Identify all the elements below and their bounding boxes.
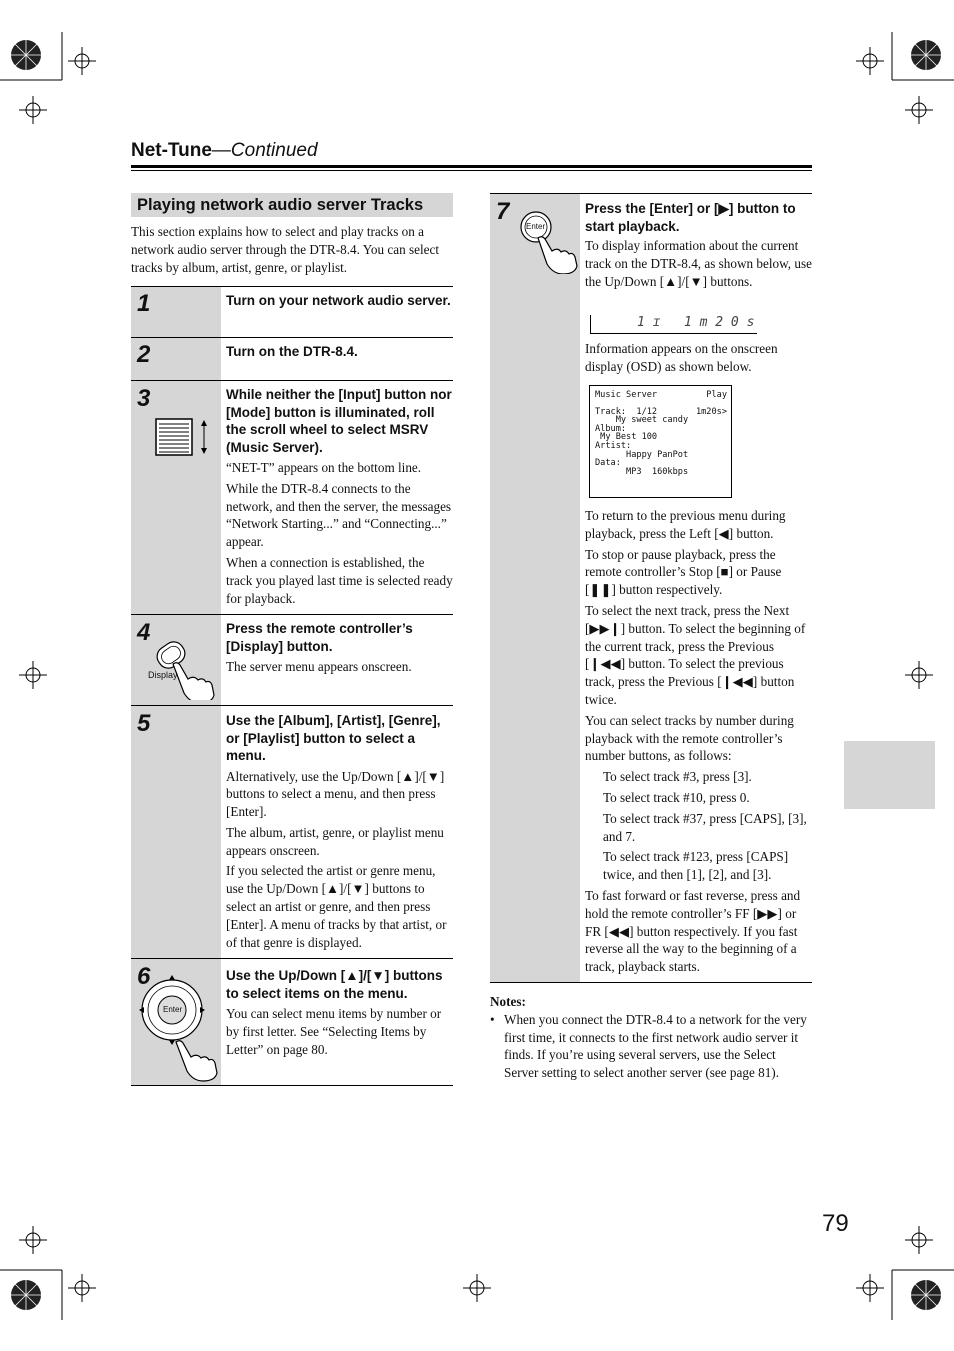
step-paragraph: To fast forward or fast reverse, press and hold the remote controller’s FF [▶▶] or FR [◀◀] button respectively. If you fast reverse all the way to the beginning of a track, playback starts.	[585, 887, 801, 975]
step-instruction: Turn on your network audio server.	[226, 293, 451, 308]
osd-screen	[589, 385, 732, 498]
front-display-readout	[590, 315, 757, 334]
step-paragraph: To select track #3, press [3].	[603, 769, 752, 785]
step-instruction: Press the remote controller’s [Display] button.	[226, 621, 413, 654]
step-number: 4	[137, 619, 151, 646]
step-number: 1	[137, 290, 151, 317]
step-paragraph: While the DTR-8.4 connects to the network, and then the server, the messages “Network Starting...” and “Connecting...” appear.	[226, 480, 452, 550]
step-divider	[131, 614, 453, 615]
step-3-content	[226, 386, 454, 610]
osd-line: MP3 160kbps	[595, 466, 689, 477]
step-paragraph: To select the next track, press the Next [▶▶❙] button. To select the beginning of the current track, press the Previous [❙◀◀] button. To select the previous track, press the Previous [❙◀◀] button twice.	[585, 602, 806, 707]
step-instruction: Use the [Album], [Artist], [Genre], or [Playlist] button to select a menu.	[226, 713, 441, 763]
step-paragraph: Information appears on the onscreen display (OSD) as shown below.	[585, 341, 778, 374]
step-paragraph: The server menu appears onscreen.	[226, 659, 412, 674]
osd-line: Data:	[595, 458, 621, 469]
notes-title: Notes:	[490, 994, 526, 1009]
note-item: • When you connect the DTR-8.4 to a network for the very first time, it connects to the first network audio server it finds. If you’re using several servers, use the Select Server setting to select another server (see page 81).	[490, 1011, 807, 1081]
osd-line: My sweet candy	[595, 415, 689, 426]
step-1-content	[226, 292, 454, 310]
step-7-osd-intro	[585, 340, 813, 379]
enter-button-icon	[518, 210, 580, 274]
header-subtitle: —Continued	[211, 140, 318, 161]
notes	[490, 993, 813, 1082]
step-7-more	[585, 507, 813, 979]
step-divider	[131, 705, 453, 706]
step-paragraph: Alternatively, use the Up/Down [▲]/[▼] buttons to select a menu, and then press [Enter].	[226, 768, 445, 820]
step-divider	[131, 337, 453, 338]
step-7-content	[585, 200, 813, 293]
section-title: Playing network audio server Tracks	[137, 196, 424, 214]
enter-button-label: Enter	[163, 1005, 183, 1014]
scroll-wheel-icon	[155, 418, 211, 458]
step-instruction: Turn on the DTR-8.4.	[226, 344, 358, 359]
page-number: 79	[822, 1210, 849, 1237]
step-divider	[131, 380, 453, 381]
step-paragraph: When a connection is established, the track you played last time is selected ready for playback.	[226, 554, 453, 606]
enter-button-label: Enter	[526, 222, 546, 231]
step-number: 5	[137, 710, 151, 737]
step-number: 7	[496, 198, 510, 225]
page-header	[131, 140, 318, 162]
step-paragraph: To return to the previous menu during playback, press the Left [◀] button.	[585, 508, 786, 541]
step-divider	[131, 958, 453, 959]
section-intro: This section explains how to select and play tracks on a network audio server through the DTR-8.4. You can select tracks by album, artist, genre, or playlist.	[131, 224, 440, 275]
lcd-text: 1 ɪ 1 m 2 0 s	[637, 315, 755, 330]
step-5-gutter	[131, 706, 221, 958]
osd-line: Artist:	[595, 440, 632, 451]
step-paragraph: To display information about the current track on the DTR-8.4, as shown below, use the Up/Down [▲]/[▼] buttons.	[585, 238, 812, 289]
enter-wheel-icon	[138, 972, 218, 1084]
step-2-content	[226, 343, 454, 361]
osd-line: Album:	[595, 423, 627, 434]
step-divider	[490, 982, 812, 983]
step-instruction: Press the [Enter] or [▶] button to start playback.	[585, 201, 796, 234]
header-rule	[131, 165, 812, 168]
step-paragraph: You can select menu items by number or by first letter. See “Selecting Items by Letter” on page 80.	[226, 1006, 442, 1057]
header-title: Net-Tune	[131, 140, 212, 161]
step-paragraph: The album, artist, genre, or playlist menu appears onscreen.	[226, 824, 444, 858]
step-instruction: Use the Up/Down [▲]/[▼] buttons to select items on the menu.	[226, 968, 443, 1001]
step-divider	[131, 1085, 453, 1086]
header-rule-thin	[131, 170, 812, 171]
step-6-content	[226, 967, 454, 1061]
step-number: 2	[137, 341, 151, 368]
step-4-content	[226, 620, 454, 679]
step-paragraph: To select track #37, press [CAPS], [3], and 7.	[603, 810, 807, 844]
step-number: 6	[137, 963, 151, 990]
osd-line: Happy PanPot	[595, 449, 689, 460]
step-number: 3	[137, 385, 151, 412]
step-paragraph: To stop or pause playback, press the remote controller’s Stop [■] or Pause [❚❚] button respectively.	[585, 546, 782, 598]
step-3-gutter	[131, 381, 221, 614]
step-paragraph: If you selected the artist or genre menu, use the Up/Down [▲]/[▼] buttons to select an artist or genre, and then press [Enter]. A menu of tracks by that artist, or of that genre is displayed.	[226, 863, 447, 950]
chapter-tab	[844, 741, 935, 809]
osd-line: Track: 1/12 1m20s>	[595, 406, 727, 417]
step-paragraph: To select track #10, press 0.	[603, 789, 750, 805]
step-instruction: While neither the [Input] button nor [Mode] button is illuminated, roll the scroll wheel to select MSRV (Music Server).	[226, 387, 452, 455]
osd-line: Music Server Play	[595, 390, 727, 400]
step-paragraph: You can select tracks by number during playback with the remote controller’s number buttons, as follows:	[585, 712, 794, 764]
step-paragraph: “NET-T” appears on the bottom line.	[226, 460, 422, 475]
step-7-gutter	[490, 194, 580, 982]
osd-line: My Best 100	[595, 432, 658, 443]
step-divider	[131, 286, 453, 287]
step-paragraph: To select track #123, press [CAPS] twice, and then [1], [2], and [3].	[603, 849, 789, 883]
display-button-label: Display	[148, 670, 178, 680]
step-5-content	[226, 712, 454, 954]
